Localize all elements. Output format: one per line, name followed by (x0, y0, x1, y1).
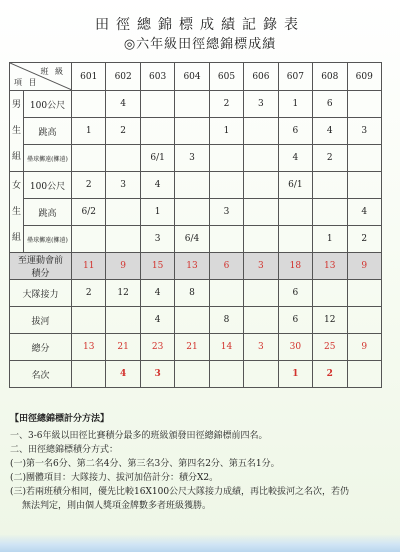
score-cell (313, 280, 347, 307)
class-header: 609 (347, 63, 382, 91)
score-cell (278, 199, 312, 226)
score-cell: 15 (140, 253, 174, 280)
score-cell: 2 (347, 226, 382, 253)
score-cell: 11 (72, 253, 106, 280)
score-cell (244, 361, 278, 388)
rule-line-3: (一)第一名6分、第二名4分、第三名3分、第四名2分、第五名1分。 (10, 459, 280, 469)
score-cell (140, 91, 174, 118)
table-row (10, 226, 382, 253)
rule-line-6: 無法判定，則由個人獎項金牌數多者班級獲勝。 (22, 501, 212, 511)
score-cell: 4 (347, 199, 382, 226)
score-cell: 1 (278, 361, 312, 388)
score-cell: 3 (106, 172, 140, 199)
score-cell: 2 (313, 361, 347, 388)
score-cell (209, 361, 243, 388)
score-cell: 13 (72, 334, 106, 361)
rank-row (10, 361, 382, 388)
score-cell (244, 172, 278, 199)
score-cell: 23 (140, 334, 174, 361)
score-cell (347, 172, 382, 199)
score-cell (347, 361, 382, 388)
rules-heading: 【田徑總錦標計分方法】 (10, 414, 110, 424)
score-cell: 3 (209, 199, 243, 226)
rank-row-label: 名次 (10, 361, 72, 388)
score-cell: 2 (313, 145, 347, 172)
score-cell (347, 91, 382, 118)
score-cell: 3 (140, 226, 174, 253)
score-cell: 12 (106, 280, 140, 307)
page-title: 田徑總錦標成績記錄表 (95, 17, 305, 33)
score-cell: 3 (244, 334, 278, 361)
group-label-char: 生 (11, 126, 21, 136)
relay-row-label: 大隊接力 (10, 280, 72, 307)
score-cell (347, 307, 382, 334)
score-cell: 6/2 (72, 199, 106, 226)
score-cell: 2 (209, 91, 243, 118)
event-name: 跳高 (24, 118, 72, 145)
score-cell: 2 (72, 280, 106, 307)
score-cell: 3 (244, 253, 278, 280)
score-cell (72, 307, 106, 334)
score-cell: 8 (175, 280, 209, 307)
subtotal-label-line1: 至運動會前 (17, 256, 63, 266)
event-name: 跳高 (24, 199, 72, 226)
relay-row (10, 280, 382, 307)
table-row (10, 145, 382, 172)
score-cell (72, 91, 106, 118)
score-cell: 2 (106, 118, 140, 145)
score-cell (244, 226, 278, 253)
score-cell: 3 (244, 91, 278, 118)
corner-item-label: 項 目 (14, 78, 39, 87)
score-cell (244, 307, 278, 334)
score-cell: 25 (313, 334, 347, 361)
score-cell (244, 280, 278, 307)
score-cell: 1 (313, 226, 347, 253)
score-cell: 21 (106, 334, 140, 361)
score-cell (175, 199, 209, 226)
score-cell: 13 (175, 253, 209, 280)
score-cell: 6 (313, 91, 347, 118)
score-cell (313, 199, 347, 226)
subtotal-row (10, 253, 382, 280)
table-row (10, 172, 382, 199)
score-cell (106, 226, 140, 253)
score-cell: 4 (140, 307, 174, 334)
score-cell: 4 (140, 172, 174, 199)
score-cell (72, 361, 106, 388)
score-cell (106, 145, 140, 172)
score-cell: 6 (278, 280, 312, 307)
rule-line-4: (二)團體項目：大隊接力、拔河加倍計分：積分X2。 (10, 473, 219, 483)
score-cell (175, 172, 209, 199)
group-label (10, 91, 24, 172)
score-cell (175, 361, 209, 388)
table-row (10, 118, 382, 145)
score-cell (175, 118, 209, 145)
event-name: 壘球擲遠(擲遠) (24, 226, 72, 253)
score-cell: 8 (209, 307, 243, 334)
bottom-edge-decoration (0, 534, 400, 552)
tug-of-war-row-label: 拔河 (10, 307, 72, 334)
score-cell: 1 (278, 91, 312, 118)
score-cell: 3 (175, 145, 209, 172)
group-label-char: 組 (11, 152, 21, 162)
score-cell: 6/4 (175, 226, 209, 253)
score-cell (72, 145, 106, 172)
score-cell: 4 (278, 145, 312, 172)
score-cell: 1 (72, 118, 106, 145)
tug-of-war-row (10, 307, 382, 334)
score-table (9, 62, 382, 388)
corner-cell (10, 63, 72, 91)
score-cell (244, 118, 278, 145)
score-cell: 3 (140, 361, 174, 388)
score-cell (347, 145, 382, 172)
score-cell (140, 118, 174, 145)
score-cell: 30 (278, 334, 312, 361)
score-cell: 6/1 (140, 145, 174, 172)
corner-class-label: 班 級 (40, 67, 65, 76)
total-row-label: 總分 (10, 334, 72, 361)
event-name: 100公尺 (24, 91, 72, 118)
group-label-char: 女 (11, 181, 21, 191)
total-row (10, 334, 382, 361)
score-cell: 21 (175, 334, 209, 361)
score-cell (347, 280, 382, 307)
score-cell: 3 (347, 118, 382, 145)
score-cell: 4 (106, 361, 140, 388)
score-cell: 9 (347, 253, 382, 280)
header-row (10, 63, 382, 91)
score-cell: 1 (140, 199, 174, 226)
score-cell: 9 (106, 253, 140, 280)
group-label-char: 生 (11, 207, 21, 217)
score-cell: 4 (106, 91, 140, 118)
score-cell (175, 307, 209, 334)
class-header: 601 (72, 63, 106, 91)
rule-line-2: 二、田徑總錦標積分方式： (10, 445, 119, 455)
page-subtitle: ◎六年級田徑總錦標成績 (123, 37, 277, 52)
score-cell: 6 (278, 118, 312, 145)
score-cell (175, 91, 209, 118)
score-cell: 14 (209, 334, 243, 361)
score-cell (313, 172, 347, 199)
group-label (10, 172, 24, 253)
score-cell (72, 226, 106, 253)
score-cell (209, 226, 243, 253)
class-header: 603 (140, 63, 174, 91)
score-cell: 4 (313, 118, 347, 145)
event-name: 100公尺 (24, 172, 72, 199)
class-header: 607 (278, 63, 312, 91)
table-row (10, 91, 382, 118)
score-cell: 13 (313, 253, 347, 280)
scoring-rules (10, 412, 385, 513)
class-header: 604 (175, 63, 209, 91)
score-cell (278, 226, 312, 253)
score-cell: 1 (209, 118, 243, 145)
score-cell (209, 172, 243, 199)
table-row (10, 199, 382, 226)
score-cell: 2 (72, 172, 106, 199)
class-header: 608 (313, 63, 347, 91)
score-cell (209, 280, 243, 307)
score-cell (244, 145, 278, 172)
score-cell: 9 (347, 334, 382, 361)
score-cell (106, 307, 140, 334)
score-cell: 6 (209, 253, 243, 280)
group-label-char: 組 (11, 233, 21, 243)
subtotal-label (10, 253, 72, 280)
group-label-char: 男 (11, 100, 21, 110)
rule-line-1: 一、3-6年級以田徑比賽積分最多的班級頒發田徑總錦標前四名。 (10, 431, 268, 441)
event-name: 壘球擲遠(擲遠) (24, 145, 72, 172)
score-cell: 12 (313, 307, 347, 334)
score-cell (244, 199, 278, 226)
class-header: 605 (209, 63, 243, 91)
score-cell: 6 (278, 307, 312, 334)
subtotal-label-line2: 積分 (31, 269, 50, 279)
score-cell: 18 (278, 253, 312, 280)
score-cell (209, 145, 243, 172)
rule-line-5: (三)若兩班積分相同，優先比較16X100公尺大隊接力成績，再比較拔河之名次，若仍 (10, 487, 350, 497)
score-cell (106, 199, 140, 226)
score-cell: 4 (140, 280, 174, 307)
class-header: 606 (244, 63, 278, 91)
score-cell: 6/1 (278, 172, 312, 199)
class-header: 602 (106, 63, 140, 91)
